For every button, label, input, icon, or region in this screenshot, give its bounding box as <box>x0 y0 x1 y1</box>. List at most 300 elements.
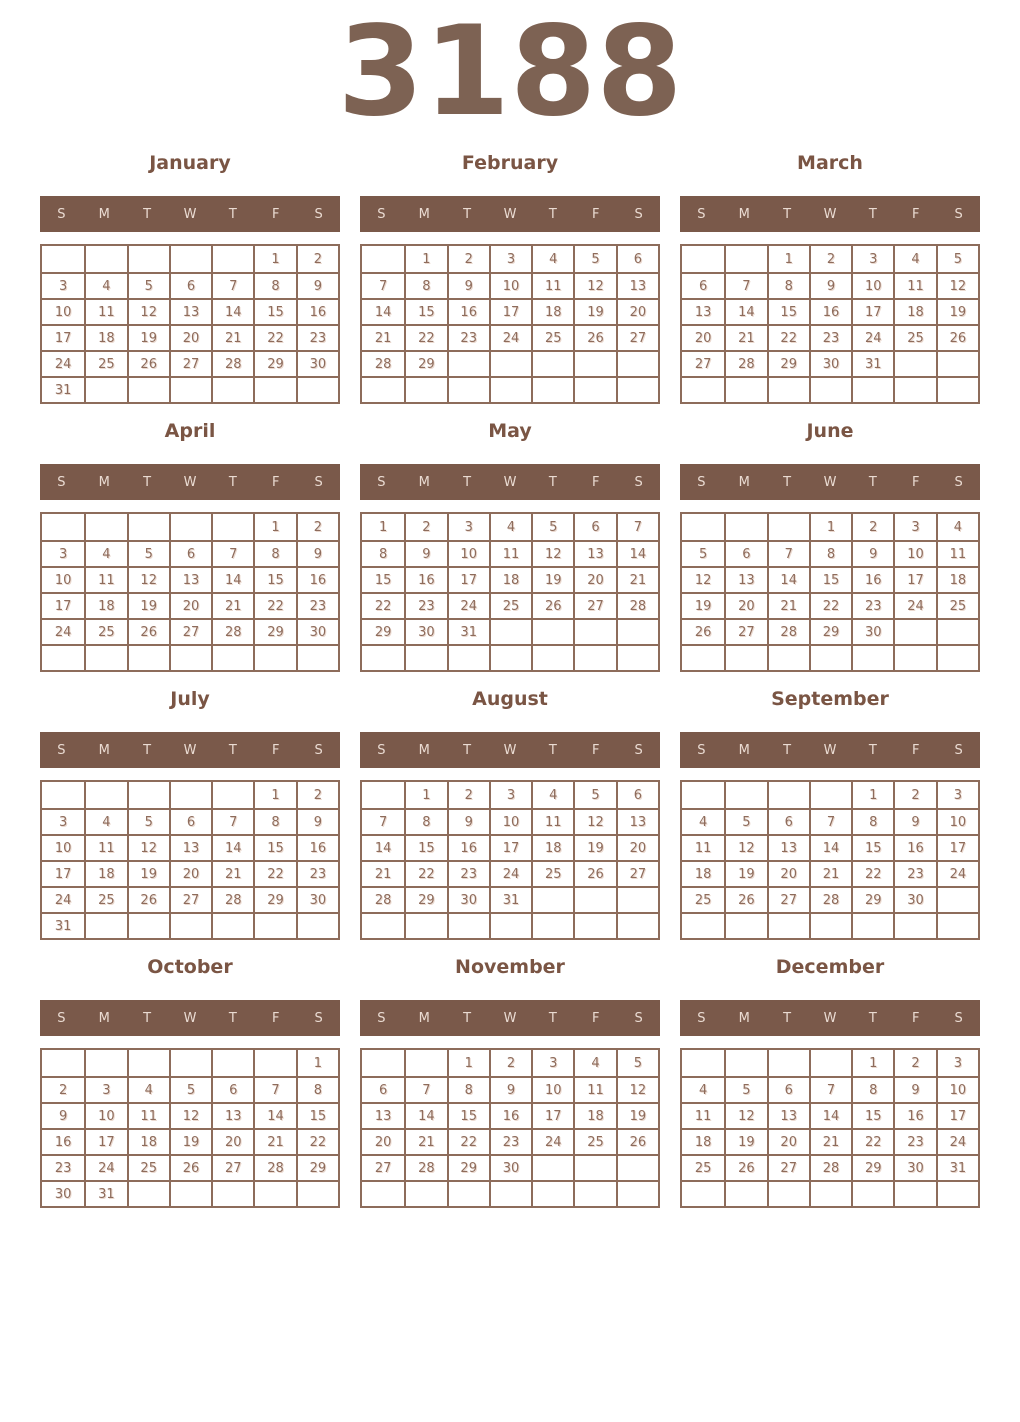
month-days-grid <box>40 512 340 672</box>
day-cell-empty <box>682 1180 724 1206</box>
day-cell: 13 <box>682 298 724 324</box>
day-cell: 27 <box>169 350 211 376</box>
day-cell: 9 <box>809 272 851 298</box>
day-cell-empty <box>127 246 169 272</box>
day-cell: 3 <box>447 514 489 540</box>
day-cell: 12 <box>127 298 169 324</box>
day-cell: 21 <box>809 1128 851 1154</box>
weekday-label: T <box>548 1010 557 1026</box>
day-cell-empty <box>211 1050 253 1076</box>
day-cell: 6 <box>767 808 809 834</box>
day-cell: 17 <box>893 566 935 592</box>
day-cell: 17 <box>531 1102 573 1128</box>
weekday-label: T <box>783 474 792 490</box>
day-cell-empty <box>489 350 531 376</box>
day-cell-empty <box>127 782 169 808</box>
day-cell: 9 <box>489 1076 531 1102</box>
day-cell-empty <box>893 644 935 670</box>
day-cell: 20 <box>211 1128 253 1154</box>
day-cell: 25 <box>936 592 978 618</box>
month-days-grid <box>680 244 980 404</box>
day-cell: 14 <box>362 834 404 860</box>
day-cell: 1 <box>296 1050 338 1076</box>
day-cell: 23 <box>296 592 338 618</box>
month-title: October <box>147 956 233 978</box>
month-days-grid <box>680 780 980 940</box>
weekday-label: T <box>548 474 557 490</box>
day-cell: 29 <box>253 618 295 644</box>
day-cell: 30 <box>809 350 851 376</box>
day-cell-empty <box>211 514 253 540</box>
day-cell: 26 <box>573 860 615 886</box>
day-cell: 19 <box>936 298 978 324</box>
day-cell: 22 <box>767 324 809 350</box>
weekday-label: F <box>271 206 280 222</box>
weekday-label: S <box>634 474 643 490</box>
day-cell-empty <box>169 376 211 402</box>
weekday-label: F <box>591 206 600 222</box>
day-cell-empty <box>616 1154 658 1180</box>
day-cell: 27 <box>573 592 615 618</box>
day-cell: 19 <box>682 592 724 618</box>
day-cell: 20 <box>767 1128 809 1154</box>
day-cell: 19 <box>573 298 615 324</box>
day-cell: 28 <box>211 618 253 644</box>
day-cell: 23 <box>893 860 935 886</box>
day-cell: 13 <box>169 298 211 324</box>
weekday-label: M <box>418 206 430 222</box>
day-cell: 25 <box>682 886 724 912</box>
day-cell: 28 <box>404 1154 446 1180</box>
day-cell: 1 <box>851 1050 893 1076</box>
weekday-label: F <box>271 474 280 490</box>
day-cell-empty <box>724 782 766 808</box>
day-cell-empty <box>767 514 809 540</box>
day-cell-empty <box>253 644 295 670</box>
day-cell: 4 <box>531 782 573 808</box>
day-cell: 4 <box>531 246 573 272</box>
day-cell: 29 <box>404 350 446 376</box>
day-cell: 17 <box>489 834 531 860</box>
day-cell: 14 <box>362 298 404 324</box>
day-cell: 26 <box>936 324 978 350</box>
day-cell: 29 <box>296 1154 338 1180</box>
weekday-label: F <box>591 474 600 490</box>
day-cell: 16 <box>404 566 446 592</box>
day-cell: 18 <box>489 566 531 592</box>
day-cell-empty <box>616 1180 658 1206</box>
day-cell: 18 <box>84 324 126 350</box>
day-cell: 27 <box>362 1154 404 1180</box>
day-cell-empty <box>296 1180 338 1206</box>
day-cell: 4 <box>489 514 531 540</box>
day-cell: 12 <box>573 808 615 834</box>
day-cell: 8 <box>404 272 446 298</box>
day-cell: 20 <box>169 324 211 350</box>
day-cell: 25 <box>489 592 531 618</box>
day-cell-empty <box>169 1050 211 1076</box>
day-cell: 23 <box>851 592 893 618</box>
day-cell-empty <box>682 912 724 938</box>
month-days-grid <box>360 244 660 404</box>
day-cell: 25 <box>682 1154 724 1180</box>
weekday-label: F <box>271 742 280 758</box>
day-cell: 13 <box>362 1102 404 1128</box>
day-cell-empty <box>616 886 658 912</box>
month-days-grid <box>40 244 340 404</box>
month-title: August <box>472 688 548 710</box>
day-cell: 4 <box>127 1076 169 1102</box>
day-cell: 16 <box>296 566 338 592</box>
weekday-header-row <box>360 196 660 232</box>
day-cell: 14 <box>616 540 658 566</box>
day-cell: 29 <box>767 350 809 376</box>
day-cell: 28 <box>616 592 658 618</box>
day-cell: 21 <box>724 324 766 350</box>
day-cell: 19 <box>127 592 169 618</box>
day-cell-empty <box>767 1180 809 1206</box>
weekday-label: F <box>911 1010 920 1026</box>
weekday-label: S <box>57 474 66 490</box>
day-cell: 16 <box>893 834 935 860</box>
day-cell: 2 <box>296 782 338 808</box>
day-cell: 15 <box>253 834 295 860</box>
day-cell: 20 <box>616 298 658 324</box>
day-cell: 27 <box>767 886 809 912</box>
day-cell: 28 <box>724 350 766 376</box>
day-cell: 9 <box>296 272 338 298</box>
day-cell-empty <box>573 886 615 912</box>
weekday-label: S <box>57 206 66 222</box>
day-cell: 3 <box>893 514 935 540</box>
day-cell: 28 <box>211 886 253 912</box>
day-cell: 24 <box>531 1128 573 1154</box>
weekday-label: S <box>954 1010 963 1026</box>
day-cell: 3 <box>84 1076 126 1102</box>
day-cell: 20 <box>362 1128 404 1154</box>
day-cell: 23 <box>447 860 489 886</box>
day-cell: 14 <box>809 834 851 860</box>
day-cell: 12 <box>616 1076 658 1102</box>
day-cell-empty <box>936 376 978 402</box>
weekday-label: S <box>314 206 323 222</box>
day-cell: 11 <box>893 272 935 298</box>
day-cell: 27 <box>682 350 724 376</box>
day-cell-empty <box>489 376 531 402</box>
day-cell: 26 <box>169 1154 211 1180</box>
day-cell: 22 <box>404 860 446 886</box>
day-cell: 16 <box>42 1128 84 1154</box>
day-cell: 26 <box>127 886 169 912</box>
weekday-label: S <box>57 1010 66 1026</box>
day-cell: 14 <box>253 1102 295 1128</box>
weekday-header-row <box>40 196 340 232</box>
day-cell: 17 <box>851 298 893 324</box>
day-cell: 13 <box>211 1102 253 1128</box>
day-cell: 11 <box>682 1102 724 1128</box>
day-cell: 3 <box>42 272 84 298</box>
day-cell: 18 <box>893 298 935 324</box>
weekday-label: S <box>954 742 963 758</box>
day-cell: 4 <box>573 1050 615 1076</box>
month-calendar <box>40 688 340 940</box>
day-cell-empty <box>447 1180 489 1206</box>
month-title: September <box>771 688 889 710</box>
weekday-label: T <box>868 206 877 222</box>
day-cell-empty <box>682 782 724 808</box>
day-cell: 12 <box>127 834 169 860</box>
month-calendar <box>360 420 660 672</box>
day-cell-empty <box>936 618 978 644</box>
day-cell: 16 <box>447 298 489 324</box>
day-cell: 22 <box>809 592 851 618</box>
day-cell-empty <box>253 376 295 402</box>
day-cell: 5 <box>616 1050 658 1076</box>
day-cell: 14 <box>211 298 253 324</box>
day-cell: 8 <box>851 1076 893 1102</box>
day-cell: 1 <box>767 246 809 272</box>
day-cell-empty <box>851 912 893 938</box>
month-title: April <box>164 420 216 442</box>
weekday-label: S <box>954 206 963 222</box>
day-cell: 5 <box>573 782 615 808</box>
day-cell: 30 <box>296 618 338 644</box>
weekday-label: W <box>503 474 517 490</box>
day-cell: 5 <box>573 246 615 272</box>
day-cell: 24 <box>851 324 893 350</box>
day-cell: 11 <box>84 566 126 592</box>
day-cell: 22 <box>253 324 295 350</box>
weekday-label: M <box>98 206 110 222</box>
day-cell: 18 <box>936 566 978 592</box>
day-cell-empty <box>42 514 84 540</box>
weekday-label: F <box>591 1010 600 1026</box>
day-cell: 17 <box>936 834 978 860</box>
day-cell-empty <box>42 1050 84 1076</box>
day-cell-empty <box>404 1050 446 1076</box>
day-cell: 26 <box>127 350 169 376</box>
day-cell-empty <box>447 376 489 402</box>
day-cell-empty <box>531 618 573 644</box>
day-cell: 19 <box>573 834 615 860</box>
day-cell: 7 <box>404 1076 446 1102</box>
day-cell-empty <box>404 644 446 670</box>
weekday-label: F <box>271 1010 280 1026</box>
day-cell: 15 <box>296 1102 338 1128</box>
day-cell: 30 <box>851 618 893 644</box>
day-cell: 30 <box>489 1154 531 1180</box>
day-cell-empty <box>724 644 766 670</box>
day-cell-empty <box>447 644 489 670</box>
month-calendar <box>40 956 340 1208</box>
day-cell: 28 <box>362 886 404 912</box>
weekday-label: F <box>591 742 600 758</box>
day-cell: 2 <box>404 514 446 540</box>
day-cell-empty <box>127 644 169 670</box>
day-cell-empty <box>573 1154 615 1180</box>
day-cell: 24 <box>489 860 531 886</box>
day-cell: 8 <box>296 1076 338 1102</box>
day-cell: 18 <box>127 1128 169 1154</box>
day-cell-empty <box>531 1154 573 1180</box>
day-cell-empty <box>767 782 809 808</box>
day-cell: 16 <box>447 834 489 860</box>
day-cell: 16 <box>893 1102 935 1128</box>
day-cell-empty <box>936 350 978 376</box>
weekday-label: T <box>868 742 877 758</box>
day-cell: 26 <box>616 1128 658 1154</box>
day-cell: 19 <box>531 566 573 592</box>
day-cell-empty <box>296 912 338 938</box>
day-cell-empty <box>84 514 126 540</box>
day-cell-empty <box>169 514 211 540</box>
weekday-label: T <box>143 206 152 222</box>
day-cell: 13 <box>616 272 658 298</box>
month-calendar <box>360 688 660 940</box>
day-cell: 2 <box>893 1050 935 1076</box>
day-cell: 18 <box>682 860 724 886</box>
day-cell: 25 <box>573 1128 615 1154</box>
day-cell: 6 <box>767 1076 809 1102</box>
day-cell: 10 <box>531 1076 573 1102</box>
day-cell-empty <box>893 912 935 938</box>
day-cell-empty <box>84 912 126 938</box>
day-cell: 12 <box>724 834 766 860</box>
day-cell: 31 <box>42 912 84 938</box>
day-cell-empty <box>489 1180 531 1206</box>
weekday-label: M <box>738 474 750 490</box>
day-cell: 14 <box>724 298 766 324</box>
day-cell: 29 <box>404 886 446 912</box>
day-cell: 21 <box>767 592 809 618</box>
day-cell: 9 <box>42 1102 84 1128</box>
day-cell: 5 <box>169 1076 211 1102</box>
day-cell: 20 <box>767 860 809 886</box>
day-cell: 6 <box>724 540 766 566</box>
day-cell: 6 <box>616 246 658 272</box>
day-cell: 23 <box>489 1128 531 1154</box>
day-cell: 24 <box>489 324 531 350</box>
day-cell: 20 <box>682 324 724 350</box>
day-cell: 26 <box>127 618 169 644</box>
day-cell: 2 <box>447 246 489 272</box>
month-title: March <box>797 152 863 174</box>
day-cell-empty <box>127 1050 169 1076</box>
day-cell: 15 <box>362 566 404 592</box>
day-cell: 3 <box>531 1050 573 1076</box>
day-cell: 17 <box>936 1102 978 1128</box>
day-cell: 24 <box>84 1154 126 1180</box>
day-cell-empty <box>573 376 615 402</box>
day-cell: 7 <box>724 272 766 298</box>
day-cell: 7 <box>211 540 253 566</box>
day-cell-empty <box>573 350 615 376</box>
day-cell: 22 <box>253 860 295 886</box>
day-cell: 6 <box>616 782 658 808</box>
day-cell: 11 <box>682 834 724 860</box>
year-title: 3188 <box>337 0 683 144</box>
day-cell: 1 <box>404 782 446 808</box>
day-cell: 5 <box>127 272 169 298</box>
month-days-grid <box>360 780 660 940</box>
month-calendar <box>680 152 980 404</box>
weekday-label: W <box>183 206 197 222</box>
day-cell-empty <box>127 514 169 540</box>
day-cell: 28 <box>211 350 253 376</box>
day-cell: 6 <box>169 272 211 298</box>
day-cell: 11 <box>936 540 978 566</box>
day-cell: 20 <box>169 592 211 618</box>
month-calendar <box>360 152 660 404</box>
day-cell-empty <box>404 1180 446 1206</box>
day-cell: 15 <box>767 298 809 324</box>
day-cell: 1 <box>253 782 295 808</box>
day-cell: 22 <box>447 1128 489 1154</box>
day-cell-empty <box>531 912 573 938</box>
day-cell: 18 <box>84 860 126 886</box>
day-cell: 25 <box>84 350 126 376</box>
weekday-label: F <box>911 206 920 222</box>
day-cell: 3 <box>936 1050 978 1076</box>
weekday-label: T <box>783 742 792 758</box>
day-cell: 9 <box>447 272 489 298</box>
day-cell: 27 <box>616 860 658 886</box>
day-cell-empty <box>809 376 851 402</box>
day-cell: 3 <box>489 782 531 808</box>
month-title: November <box>455 956 565 978</box>
day-cell: 21 <box>616 566 658 592</box>
day-cell: 7 <box>253 1076 295 1102</box>
day-cell: 7 <box>362 808 404 834</box>
day-cell: 30 <box>893 1154 935 1180</box>
day-cell-empty <box>42 246 84 272</box>
month-days-grid <box>40 1048 340 1208</box>
weekday-label: T <box>228 206 237 222</box>
day-cell: 20 <box>724 592 766 618</box>
day-cell: 29 <box>253 886 295 912</box>
day-cell-empty <box>616 618 658 644</box>
weekday-header-row <box>360 464 660 500</box>
weekday-label: S <box>697 1010 706 1026</box>
day-cell: 11 <box>531 272 573 298</box>
weekday-label: W <box>503 1010 517 1026</box>
day-cell-empty <box>211 376 253 402</box>
day-cell: 5 <box>936 246 978 272</box>
day-cell-empty <box>573 912 615 938</box>
weekday-label: S <box>634 742 643 758</box>
day-cell: 6 <box>169 808 211 834</box>
day-cell-empty <box>573 644 615 670</box>
day-cell: 10 <box>489 272 531 298</box>
day-cell-empty <box>211 912 253 938</box>
day-cell: 12 <box>531 540 573 566</box>
day-cell: 31 <box>42 376 84 402</box>
day-cell: 5 <box>127 540 169 566</box>
day-cell: 18 <box>682 1128 724 1154</box>
day-cell: 31 <box>84 1180 126 1206</box>
day-cell: 12 <box>127 566 169 592</box>
day-cell-empty <box>169 644 211 670</box>
day-cell: 24 <box>936 860 978 886</box>
day-cell: 31 <box>851 350 893 376</box>
day-cell: 31 <box>447 618 489 644</box>
day-cell: 11 <box>531 808 573 834</box>
day-cell: 29 <box>851 1154 893 1180</box>
day-cell-empty <box>84 1050 126 1076</box>
day-cell-empty <box>616 644 658 670</box>
day-cell: 5 <box>724 1076 766 1102</box>
day-cell: 21 <box>211 860 253 886</box>
